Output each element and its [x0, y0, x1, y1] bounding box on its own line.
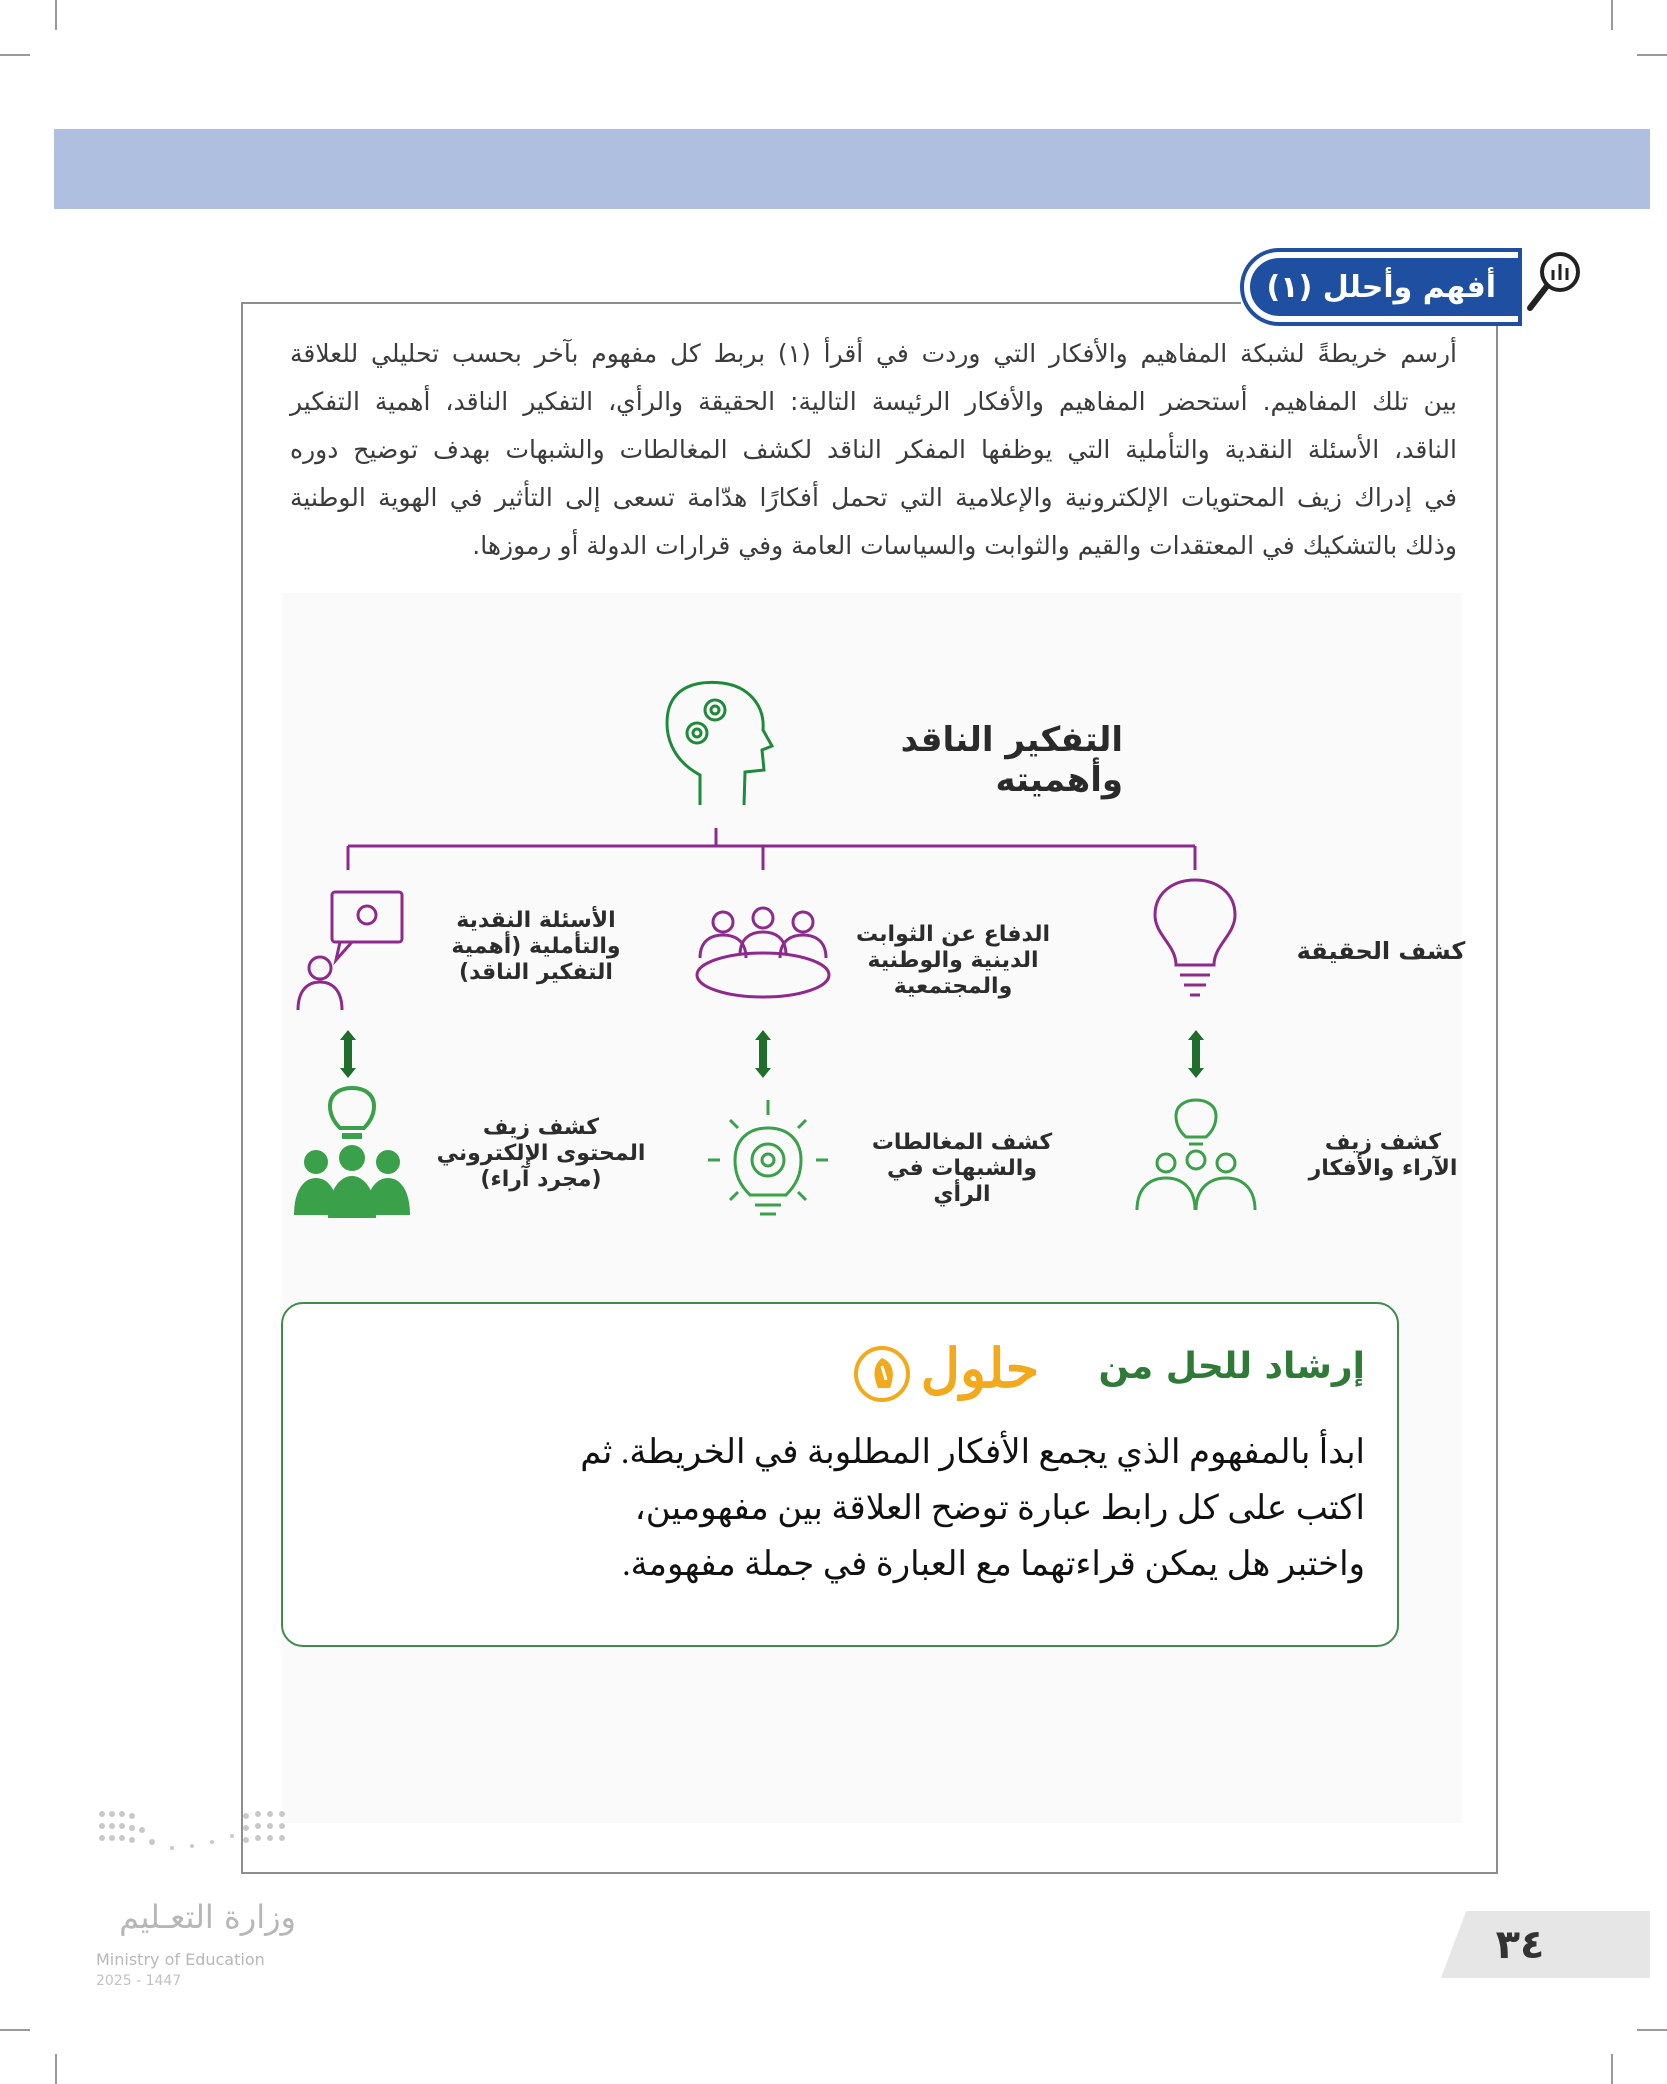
concept-label: كشف زيف المحتوى الإلكتروني (مجرد آراء) [436, 1115, 646, 1192]
crop-mark [1611, 2054, 1613, 2084]
hint-title: إرشاد للحل من [1098, 1346, 1365, 1387]
group-idea-icon [1137, 1100, 1255, 1210]
double-arrow-icon [340, 1030, 1204, 1078]
crop-mark [0, 2029, 30, 2031]
concept-label: كشف الحقيقة [1296, 937, 1466, 965]
instruction-line: بين تلك المفاهيم. أستحضر المفاهيم والأفكار الرئيسة التالية: الحقيقة والرأي، التفكير الناقد، أهمية التفكير [290, 387, 1457, 416]
concept-label: كشف المغالطات والشبهات في الرأي [871, 1130, 1053, 1207]
gear-bulb-icon [708, 1100, 828, 1214]
instruction-line: وذلك بالتشكيك في المعتقدات والقيم والثوابت والسياسات العامة وفي قرارات الدولة أو رموزها. [472, 531, 1457, 560]
concept-label: الدفاع عن الثوابت الدينية والوطنية والمجتمعية [855, 922, 1050, 999]
book-badge-icon [852, 1344, 912, 1404]
person-idea-icon [298, 892, 402, 1010]
meeting-table-icon [697, 908, 829, 997]
concept-label: كشف زيف الآراء والأفكار [1308, 1130, 1458, 1181]
concept-label: الأسئلة النقدية والتأملية (أهمية التفكير الناقد) [451, 908, 621, 985]
crop-mark [55, 2054, 57, 2084]
team-idea-icon [294, 1088, 410, 1218]
hint-line: واختبر هل يمكن قراءتهما مع العبارة في جملة مفهومة. [622, 1546, 1365, 1583]
brand-logo-text: حلول [920, 1336, 1040, 1400]
hint-line: ابدأ بالمفهوم الذي يجمع الأفكار المطلوبة في الخريطة. ثم [580, 1434, 1365, 1471]
crop-mark [1637, 2029, 1667, 2031]
instruction-line: الناقد، الأسئلة النقدية والتأملية التي يوظفها المفكر الناقد لكشف المغالطات والشبهات بهدف توضيح دوره [290, 435, 1457, 464]
ministry-name-en: Ministry of Education [96, 1950, 265, 1969]
ministry-year: 2025 - 1447 [96, 1973, 182, 1989]
instruction-line: في إدراك زيف المحتويات الإلكترونية والإعلامية التي تحمل أفكارًا هدّامة تسعى إلى التأثير في الهوية الوطنية [290, 483, 1457, 512]
instruction-line: أرسم خريطةً لشبكة المفاهيم والأفكار التي وردت في أقرأ (١) بربط كل مفهوم بآخر بحسب تحليلي للعلاقة [290, 339, 1457, 368]
section-tag-label: أفهم وأحلل (١) [1250, 258, 1518, 316]
hint-text [520, 1425, 1365, 1593]
connector-lines [348, 828, 1195, 870]
page-number: ٣٤ [1495, 1921, 1545, 1968]
ministry-name-ar: وزارة التعـليم [119, 1898, 296, 1936]
head-gears-icon [667, 682, 772, 805]
lightbulb-icon [1155, 880, 1235, 995]
ministry-logo-icon [96, 1808, 300, 1888]
concept-map-title: التفكير الناقد وأهميته [900, 720, 1123, 800]
hint-line: اكتب على كل رابط عبارة توضح العلاقة بين مفهومين، [634, 1490, 1365, 1527]
